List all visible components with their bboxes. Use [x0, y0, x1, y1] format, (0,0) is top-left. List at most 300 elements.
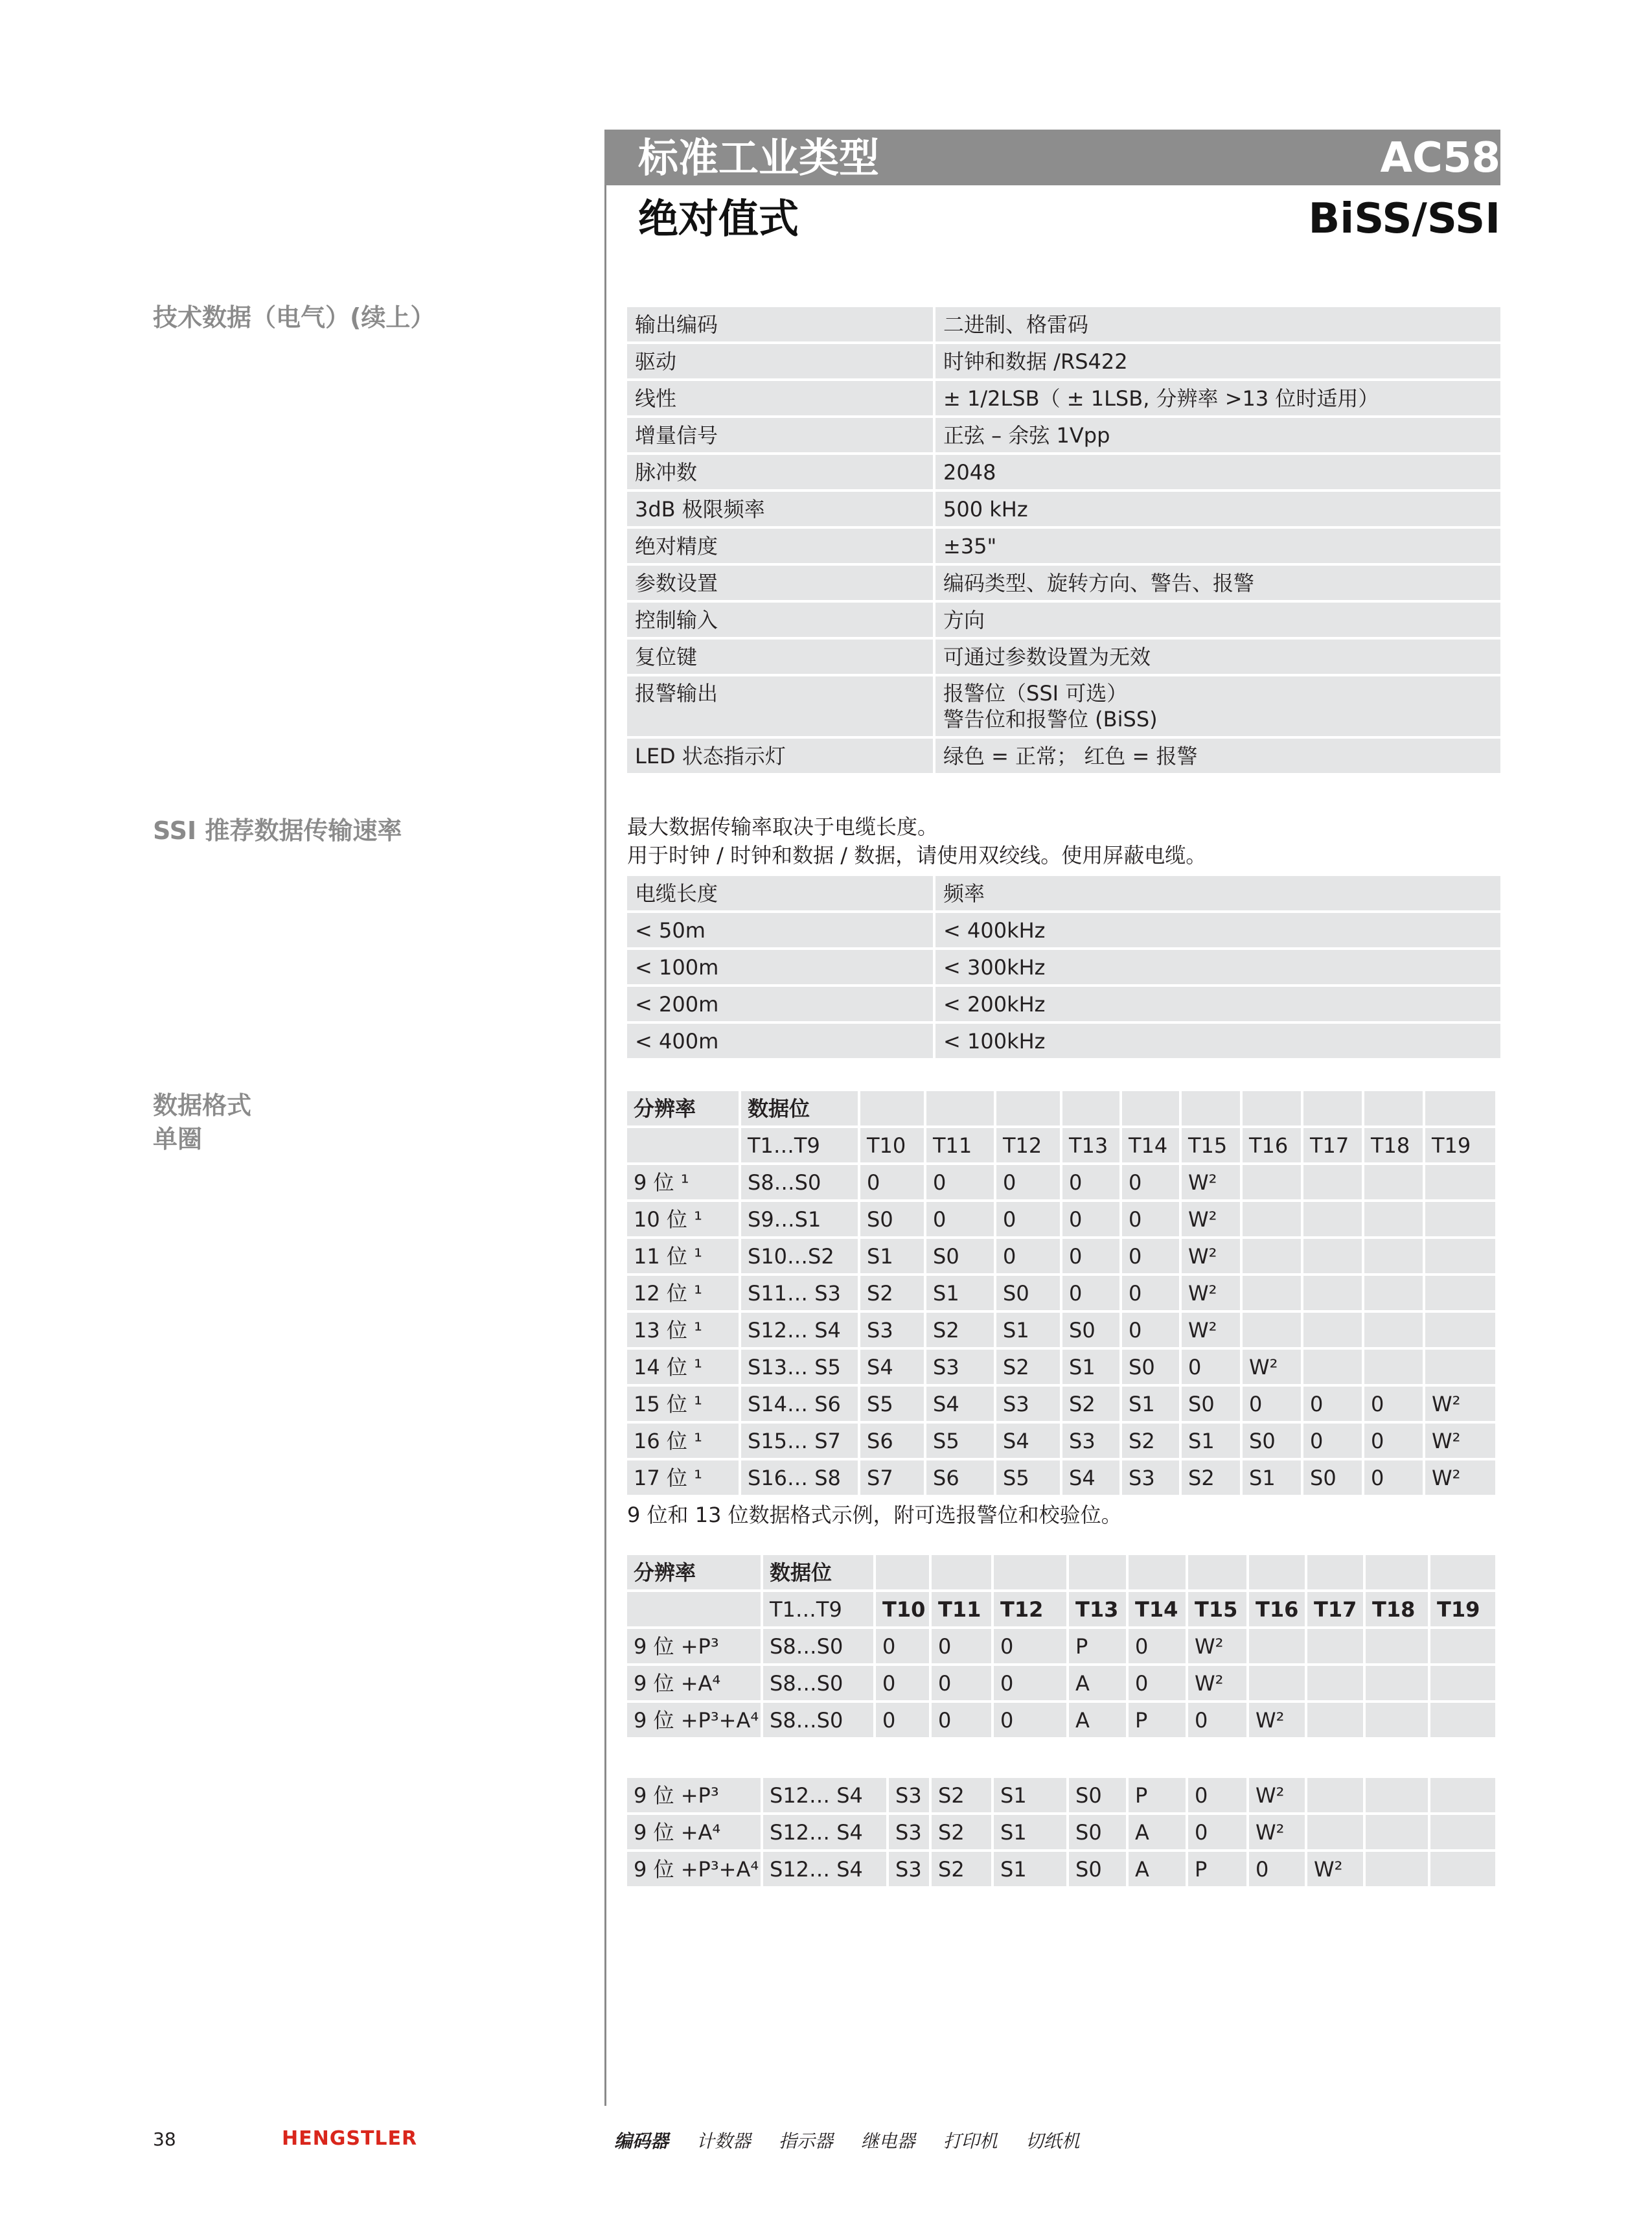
section-ssi-label: SSI 推荐数据传输速率: [153, 816, 402, 845]
bit-cell: W²: [1182, 1202, 1240, 1236]
bit-cell: S13… S5: [741, 1350, 858, 1384]
empty-cell: [1188, 1555, 1246, 1589]
empty-cell: [926, 1091, 994, 1125]
bit-cell: S3: [926, 1350, 994, 1384]
resolution-cell: 12 位 ¹: [627, 1276, 739, 1310]
column-header: 分辨率: [627, 1555, 761, 1589]
bit-cell: A: [1069, 1666, 1126, 1700]
empty-cell: [1182, 1091, 1240, 1125]
column-header: T10: [876, 1592, 929, 1626]
bit-cell: [1366, 1703, 1428, 1737]
empty-cell: [1303, 1091, 1362, 1125]
table-row: [627, 1350, 1495, 1384]
bit-cell: P: [1129, 1703, 1186, 1737]
table-row: [627, 1024, 1500, 1058]
section-electrical-label: 技术数据（电气）(续上）: [153, 303, 435, 332]
bit-cell: S3: [860, 1313, 924, 1347]
data-format-table: [625, 1089, 1498, 1497]
column-header: [627, 1592, 761, 1626]
spec-label: 控制输入: [627, 603, 933, 637]
footer-nav-item: 计数器: [696, 2130, 751, 2152]
bit-cell: [1303, 1350, 1362, 1384]
column-header: T12: [996, 1128, 1060, 1162]
bit-cell: [1425, 1202, 1495, 1236]
bit-cell: [1430, 1815, 1495, 1849]
bit-cell: 0: [876, 1629, 929, 1663]
column-header: 分辨率: [627, 1091, 739, 1125]
bit-cell: S1: [926, 1276, 994, 1310]
bit-cell: S2: [860, 1276, 924, 1310]
spec-label: LED 状态指示灯: [627, 739, 933, 773]
parity-format-table: [625, 1552, 1498, 1740]
bit-cell: S5: [860, 1387, 924, 1421]
bit-cell: S2: [932, 1778, 991, 1812]
resolution-cell: 9 位 +A⁴: [627, 1815, 761, 1849]
spec-label: 增量信号: [627, 418, 933, 452]
bit-cell: S12… S4: [763, 1778, 886, 1812]
bit-cell: W²: [1425, 1460, 1495, 1495]
cable-length-cell: < 400m: [627, 1024, 933, 1058]
bit-cell: S0: [1303, 1460, 1362, 1495]
bit-cell: W²: [1243, 1350, 1301, 1384]
bit-cell: W²: [1307, 1852, 1363, 1886]
bit-cell: 0: [1188, 1778, 1246, 1812]
column-header: T14: [1129, 1592, 1186, 1626]
bit-cell: S0: [1069, 1852, 1126, 1886]
table-row: [627, 1276, 1495, 1310]
spec-value: 编码类型、旋转方向、警告、报警: [933, 566, 1500, 600]
spec-value: 可通过参数设置为无效: [933, 640, 1500, 674]
bit-cell: S4: [1062, 1460, 1119, 1495]
bit-cell: [1249, 1629, 1305, 1663]
bit-cell: S3: [1122, 1460, 1179, 1495]
column-header: T13: [1062, 1128, 1119, 1162]
bit-cell: S2: [932, 1852, 991, 1886]
bit-cell: 0: [1062, 1276, 1119, 1310]
frequency-cell: < 300kHz: [933, 950, 1500, 984]
table-row: [627, 344, 1500, 378]
bit-cell: W²: [1249, 1778, 1305, 1812]
bit-cell: [1430, 1629, 1495, 1663]
table-header-row: [627, 1091, 1495, 1125]
empty-cell: [994, 1555, 1066, 1589]
table-row: [627, 603, 1500, 637]
resolution-cell: 13 位 ¹: [627, 1313, 739, 1347]
bit-cell: 0: [1364, 1424, 1423, 1458]
column-header: T11: [932, 1592, 991, 1626]
table-row: [627, 1165, 1495, 1199]
column-divider: [604, 130, 606, 2106]
bit-cell: 0: [932, 1666, 991, 1700]
bit-cell: 0: [1364, 1387, 1423, 1421]
bit-cell: [1364, 1313, 1423, 1347]
table-row: [627, 1629, 1495, 1663]
bit-cell: 0: [1062, 1165, 1119, 1199]
bit-cell: [1307, 1666, 1363, 1700]
bit-cell: [1243, 1202, 1301, 1236]
bit-cell: W²: [1182, 1313, 1240, 1347]
resolution-cell: 9 位 +P³: [627, 1778, 761, 1812]
bit-cell: S1: [994, 1852, 1066, 1886]
bit-cell: P: [1069, 1629, 1126, 1663]
bit-cell: [1243, 1313, 1301, 1347]
section-format-label: 数据格式: [153, 1091, 252, 1120]
format-note: 9 位和 13 位数据格式示例，附可选报警位和校验位。: [627, 1503, 1122, 1527]
bit-cell: S0: [1122, 1350, 1179, 1384]
bit-cell: [1364, 1202, 1423, 1236]
table-row: [627, 913, 1500, 947]
bit-cell: S15… S7: [741, 1424, 858, 1458]
footer-nav-item: 编码器: [614, 2130, 669, 2152]
table-row: [627, 676, 1500, 736]
resolution-cell: 16 位 ¹: [627, 1424, 739, 1458]
bit-cell: S0: [1062, 1313, 1119, 1347]
table-row: [627, 1239, 1495, 1273]
bit-cell: [1303, 1239, 1362, 1273]
bit-cell: W²: [1249, 1815, 1305, 1849]
bit-cell: W²: [1249, 1703, 1305, 1737]
parity-format-table-13bit: [625, 1775, 1498, 1889]
bit-cell: 0: [1062, 1239, 1119, 1273]
bit-cell: [1303, 1202, 1362, 1236]
bit-cell: 0: [1182, 1350, 1240, 1384]
frequency-cell: < 400kHz: [933, 913, 1500, 947]
spec-value: 正弦 – 余弦 1Vpp: [933, 418, 1500, 452]
bit-cell: A: [1129, 1852, 1186, 1886]
column-header: T16: [1249, 1592, 1305, 1626]
ssi-rate-table: [627, 873, 1500, 1061]
brand-logo: HENGSTLER: [282, 2127, 418, 2150]
empty-cell: [860, 1091, 924, 1125]
spec-label: 脉冲数: [627, 455, 933, 489]
bit-cell: S4: [996, 1424, 1060, 1458]
column-header: T19: [1425, 1128, 1495, 1162]
spec-label: 输出编码: [627, 307, 933, 341]
page-subtitle: 绝对值式: [638, 195, 799, 242]
bit-cell: 0: [1364, 1460, 1423, 1495]
bit-cell: S16… S8: [741, 1460, 858, 1495]
table-row: [627, 1703, 1495, 1737]
empty-cell: [1249, 1555, 1305, 1589]
bit-cell: S5: [996, 1460, 1060, 1495]
electrical-spec-table: [627, 305, 1500, 776]
bit-cell: S7: [860, 1460, 924, 1495]
column-header: T16: [1243, 1128, 1301, 1162]
bit-cell: [1425, 1313, 1495, 1347]
resolution-cell: 14 位 ¹: [627, 1350, 739, 1384]
model-name: AC58: [1380, 134, 1500, 182]
table-row: [627, 566, 1500, 600]
table-row: [627, 739, 1500, 773]
column-header: T13: [1069, 1592, 1126, 1626]
empty-cell: [996, 1091, 1060, 1125]
table-row: [627, 1202, 1495, 1236]
bit-cell: 0: [1122, 1276, 1179, 1310]
bit-cell: [1430, 1703, 1495, 1737]
resolution-cell: 9 位 +P³+A⁴: [627, 1852, 761, 1886]
column-header: T17: [1307, 1592, 1363, 1626]
table-row: [627, 455, 1500, 489]
bit-cell: S0: [1069, 1778, 1126, 1812]
bit-cell: S1: [994, 1778, 1066, 1812]
bit-cell: 0: [1188, 1703, 1246, 1737]
ssi-note-2: 用于时钟 / 时钟和数据 / 数据，请使用双绞线。使用屏蔽电缆。: [627, 843, 1207, 868]
bit-cell: [1249, 1666, 1305, 1700]
bit-cell: S1: [1182, 1424, 1240, 1458]
bit-cell: S2: [1062, 1387, 1119, 1421]
frequency-cell: < 100kHz: [933, 1024, 1500, 1058]
empty-cell: [1129, 1555, 1186, 1589]
bit-cell: [1366, 1815, 1428, 1849]
bit-cell: 0: [1249, 1852, 1305, 1886]
bit-cell: [1425, 1276, 1495, 1310]
column-header: 电缆长度: [627, 876, 933, 910]
empty-cell: [1122, 1091, 1179, 1125]
bit-cell: [1364, 1165, 1423, 1199]
bit-cell: S1: [994, 1815, 1066, 1849]
table-row: [627, 1666, 1495, 1700]
bit-cell: S0: [1069, 1815, 1126, 1849]
table-row: [627, 381, 1500, 415]
column-header: T11: [926, 1128, 994, 1162]
bit-cell: 0: [996, 1165, 1060, 1199]
resolution-cell: 9 位 +P³+A⁴: [627, 1703, 761, 1737]
table-row: [627, 1387, 1495, 1421]
footer-nav-item: 指示器: [778, 2130, 833, 2152]
bit-cell: [1243, 1276, 1301, 1310]
bit-cell: S10…S2: [741, 1239, 858, 1273]
bit-cell: [1425, 1165, 1495, 1199]
bit-cell: [1364, 1350, 1423, 1384]
cable-length-cell: < 200m: [627, 987, 933, 1021]
spec-label: 绝对精度: [627, 529, 933, 563]
bit-cell: [1307, 1815, 1363, 1849]
bit-cell: 0: [1129, 1629, 1186, 1663]
cable-length-cell: < 50m: [627, 913, 933, 947]
spec-value: [933, 676, 1500, 736]
bit-cell: S3: [889, 1852, 929, 1886]
column-header: 数据位: [763, 1555, 873, 1589]
frequency-cell: < 200kHz: [933, 987, 1500, 1021]
table-row: [627, 1852, 1495, 1886]
column-header: T17: [1303, 1128, 1362, 1162]
column-header: 数据位: [741, 1091, 858, 1125]
bit-cell: S3: [996, 1387, 1060, 1421]
bit-cell: [1425, 1239, 1495, 1273]
resolution-cell: 9 位 +A⁴: [627, 1666, 761, 1700]
bit-cell: W²: [1182, 1276, 1240, 1310]
bit-cell: W²: [1182, 1165, 1240, 1199]
page-title: 标准工业类型: [638, 134, 880, 181]
bit-cell: 0: [1122, 1165, 1179, 1199]
column-header: T1…T9: [741, 1128, 858, 1162]
bit-cell: S6: [926, 1460, 994, 1495]
bit-cell: [1303, 1165, 1362, 1199]
bit-cell: S3: [889, 1815, 929, 1849]
bit-cell: [1366, 1778, 1428, 1812]
bit-cell: 0: [932, 1703, 991, 1737]
bit-cell: S0: [1182, 1387, 1240, 1421]
bit-cell: [1243, 1165, 1301, 1199]
spec-value-line: 警告位和报警位 (BiSS): [943, 707, 1158, 732]
empty-cell: [1364, 1091, 1423, 1125]
footer-nav: [614, 2127, 1102, 2153]
bit-cell: 0: [876, 1703, 929, 1737]
bit-cell: S4: [860, 1350, 924, 1384]
footer-nav-item: 继电器: [860, 2130, 915, 2152]
column-header: T14: [1122, 1128, 1179, 1162]
spec-label: 线性: [627, 381, 933, 415]
table-row: [627, 1815, 1495, 1849]
bit-cell: S6: [860, 1424, 924, 1458]
empty-cell: [1366, 1555, 1428, 1589]
bit-cell: P: [1188, 1852, 1246, 1886]
bit-cell: 0: [996, 1239, 1060, 1273]
bit-cell: [1307, 1703, 1363, 1737]
spec-label: 3dB 极限频率: [627, 492, 933, 526]
table-header-row: [627, 1128, 1495, 1162]
resolution-cell: 11 位 ¹: [627, 1239, 739, 1273]
empty-cell: [1243, 1091, 1301, 1125]
bit-cell: 0: [876, 1666, 929, 1700]
resolution-cell: 9 位 +P³: [627, 1629, 761, 1663]
bit-cell: [1364, 1276, 1423, 1310]
table-row: [627, 418, 1500, 452]
table-row: [627, 1460, 1495, 1495]
footer-nav-item: 切纸机: [1025, 2130, 1080, 2152]
bit-cell: W²: [1425, 1387, 1495, 1421]
bit-cell: S2: [926, 1313, 994, 1347]
column-header: [627, 1128, 739, 1162]
bit-cell: S3: [1062, 1424, 1119, 1458]
ssi-note-1: 最大数据传输率取决于电缆长度。: [627, 814, 939, 839]
resolution-cell: 17 位 ¹: [627, 1460, 739, 1495]
bit-cell: [1303, 1276, 1362, 1310]
bit-cell: 0: [1303, 1424, 1362, 1458]
bit-cell: S2: [996, 1350, 1060, 1384]
bit-cell: 0: [932, 1629, 991, 1663]
bit-cell: [1364, 1239, 1423, 1273]
column-header: T10: [860, 1128, 924, 1162]
table-row: [627, 640, 1500, 674]
spec-value-line: 报警位（SSI 可选）: [943, 681, 1128, 706]
bit-cell: 0: [1129, 1666, 1186, 1700]
bit-cell: 0: [1122, 1313, 1179, 1347]
bit-cell: 0: [1188, 1815, 1246, 1849]
column-header: T18: [1364, 1128, 1423, 1162]
bit-cell: W²: [1188, 1666, 1246, 1700]
empty-cell: [1425, 1091, 1495, 1125]
bit-cell: S1: [1122, 1387, 1179, 1421]
bit-cell: S1: [860, 1239, 924, 1273]
table-row: [627, 987, 1500, 1021]
table-row: [627, 307, 1500, 341]
spec-value: 方向: [933, 603, 1500, 637]
bit-cell: 0: [926, 1202, 994, 1236]
bit-cell: S4: [926, 1387, 994, 1421]
bit-cell: S0: [1243, 1424, 1301, 1458]
spec-value: ± 1/2LSB（ ± 1LSB, 分辨率 >13 位时适用）: [933, 381, 1500, 415]
bit-cell: P: [1129, 1778, 1186, 1812]
spec-value: 绿色 = 正常； 红色 = 报警: [933, 739, 1500, 773]
resolution-cell: 10 位 ¹: [627, 1202, 739, 1236]
bit-cell: [1366, 1852, 1428, 1886]
table-header-row: [627, 876, 1500, 910]
bit-cell: 0: [996, 1202, 1060, 1236]
bit-cell: S8…S0: [741, 1165, 858, 1199]
column-header: T18: [1366, 1592, 1428, 1626]
empty-cell: [1430, 1555, 1495, 1589]
bit-cell: S2: [1182, 1460, 1240, 1495]
bit-cell: [1430, 1778, 1495, 1812]
bit-cell: S8…S0: [763, 1629, 873, 1663]
spec-value: 时钟和数据 /RS422: [933, 344, 1500, 378]
footer-nav-item: 打印机: [943, 2130, 998, 2152]
bit-cell: S1: [996, 1313, 1060, 1347]
bit-cell: [1243, 1239, 1301, 1273]
bit-cell: 0: [1122, 1239, 1179, 1273]
bit-cell: 0: [994, 1629, 1066, 1663]
bit-cell: S1: [1243, 1460, 1301, 1495]
spec-label: 复位键: [627, 640, 933, 674]
bit-cell: S1: [1062, 1350, 1119, 1384]
spec-value: 二进制、格雷码: [933, 307, 1500, 341]
bit-cell: W²: [1182, 1239, 1240, 1273]
resolution-cell: 15 位 ¹: [627, 1387, 739, 1421]
spec-label: 驱动: [627, 344, 933, 378]
bit-cell: S9…S1: [741, 1202, 858, 1236]
bit-cell: 0: [1062, 1202, 1119, 1236]
table-row: [627, 1424, 1495, 1458]
column-header: T19: [1430, 1592, 1495, 1626]
spec-label: 参数设置: [627, 566, 933, 600]
bit-cell: S8…S0: [763, 1666, 873, 1700]
bit-cell: S8…S0: [763, 1703, 873, 1737]
bit-cell: 0: [926, 1165, 994, 1199]
column-header: T15: [1182, 1128, 1240, 1162]
column-header: 频率: [933, 876, 1500, 910]
spec-value: 500 kHz: [933, 492, 1500, 526]
bit-cell: [1307, 1778, 1363, 1812]
bit-cell: S12… S4: [763, 1815, 886, 1849]
column-header: T1…T9: [763, 1592, 873, 1626]
table-row: [627, 950, 1500, 984]
table-header-row: [627, 1592, 1495, 1626]
resolution-cell: 9 位 ¹: [627, 1165, 739, 1199]
bit-cell: 0: [994, 1703, 1066, 1737]
bit-cell: 0: [994, 1666, 1066, 1700]
table-row: [627, 529, 1500, 563]
table-header-row: [627, 1555, 1495, 1589]
page-number: 38: [153, 2129, 176, 2150]
bit-cell: W²: [1188, 1629, 1246, 1663]
empty-cell: [1062, 1091, 1119, 1125]
bit-cell: [1430, 1666, 1495, 1700]
table-row: [627, 1778, 1495, 1812]
column-header: T12: [994, 1592, 1066, 1626]
spec-value: ±35": [933, 529, 1500, 563]
bit-cell: S0: [926, 1239, 994, 1273]
bit-cell: [1303, 1313, 1362, 1347]
section-format-sub-label: 单圈: [153, 1125, 203, 1153]
bit-cell: A: [1129, 1815, 1186, 1849]
bit-cell: S3: [889, 1778, 929, 1812]
bit-cell: [1307, 1629, 1363, 1663]
bit-cell: A: [1069, 1703, 1126, 1737]
bit-cell: S12… S4: [741, 1313, 858, 1347]
bit-cell: S0: [996, 1276, 1060, 1310]
cable-length-cell: < 100m: [627, 950, 933, 984]
